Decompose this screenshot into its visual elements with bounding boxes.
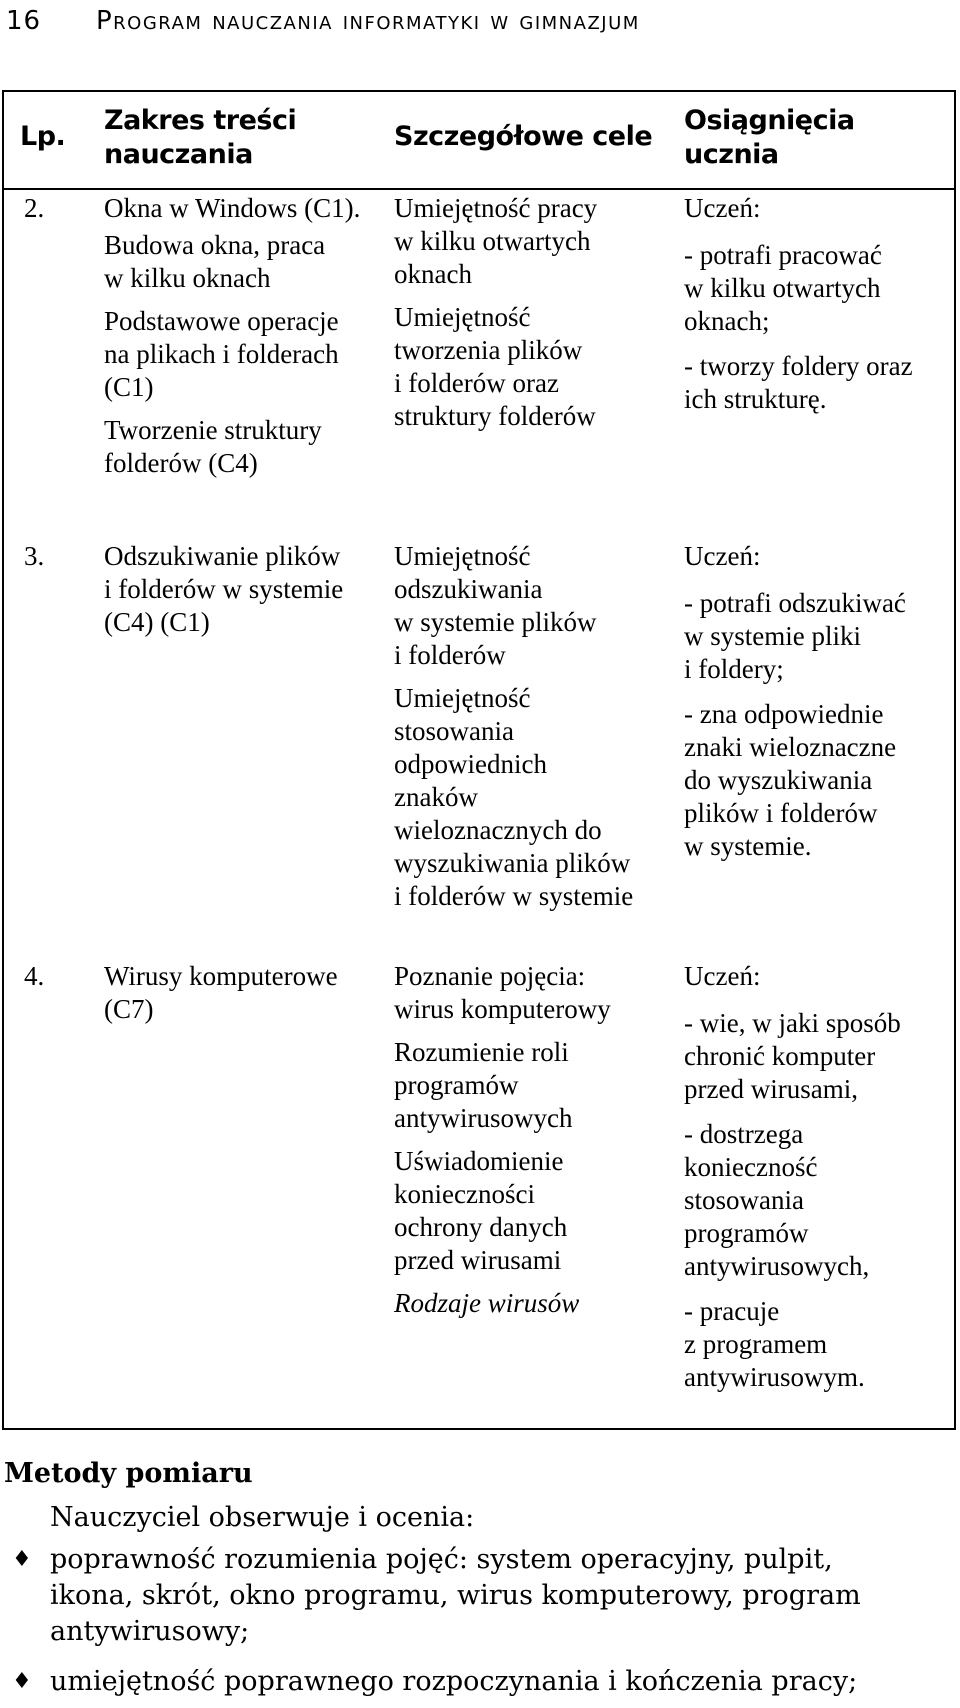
- page-header: [0, 2, 960, 46]
- row-4-cel: Rozumienie roli programów antywirusowych: [394, 1037, 573, 1133]
- row-2-zakres-line: Tworzenie struktury folderów (C4): [104, 415, 322, 478]
- row-4-cel: Uświadomienie konieczności ochrony danych przed wirusami: [394, 1146, 568, 1275]
- methods-bullet-text: poprawność rozumienia pojęć: system operacyjny, pulpit, ikona, skrót, okno programu, wirus komputerowy, program antywirusowy;: [50, 1544, 861, 1647]
- row-4-cel: Poznanie pojęcia: wirus komputerowy: [394, 961, 611, 1024]
- row-3-cel: Umiejętność odszukiwania w systemie plików i folderów: [394, 541, 597, 670]
- diamond-bullet-icon: ♦: [12, 1547, 32, 1572]
- row-4-zakres-line: Wirusy komputerowe (C7): [104, 961, 338, 1024]
- row-3-osiagniecie: Uczeń:: [684, 541, 761, 571]
- header-cele: Szczegółowe cele: [394, 121, 653, 152]
- row-3-osiagniecia: [684, 540, 954, 875]
- row-2-osiagniecie: Uczeń:: [684, 193, 761, 223]
- row-4-osiagniecie: - pracuje z programem antywirusowym.: [684, 1296, 865, 1392]
- row-2-zakres-line: Okna w Windows (C1).: [104, 193, 361, 223]
- methods-intro: Nauczyciel obserwuje i ocenia:: [50, 1502, 475, 1533]
- row-4-lp: 4.: [24, 961, 45, 991]
- row-2-zakres-line: Podstawowe operacje na plikach i folderach (C1): [104, 306, 339, 402]
- header-osiagniecia: Osiągnięcia ucznia: [684, 105, 855, 170]
- running-title: Program nauczania informatyki w gimnazjum: [96, 6, 640, 36]
- row-3-osiagniecie: - potrafi odszukiwać w systemie pliki i foldery;: [684, 588, 906, 684]
- row-3-cel: Umiejętność stosowania odpowiednich znaków wieloznacznych do wyszukiwania plików i folderów w systemie: [394, 683, 634, 911]
- row-3-zakres: [104, 540, 374, 649]
- diamond-bullet-icon: ♦: [12, 1669, 32, 1694]
- header-lp: Lp.: [20, 121, 66, 152]
- row-3-osiagniecie: - zna odpowiednie znaki wieloznaczne do wyszukiwania plików i folderów w systemie.: [684, 699, 897, 861]
- row-4-cele: [394, 960, 669, 1330]
- row-2-osiagniecie: - potrafi pracować w kilku otwartych oknach;: [684, 240, 882, 336]
- row-3-cele: [394, 540, 669, 923]
- methods-bullet-text: umiejętność poprawnego rozpoczynania i kończenia pracy;: [50, 1666, 858, 1697]
- table-header-row: [4, 92, 954, 190]
- row-4-osiagniecia: [684, 960, 954, 1406]
- row-4-osiagniecie: - wie, w jaki sposób chronić komputer przed wirusami,: [684, 1008, 901, 1104]
- row-2-osiagniecie: - tworzy foldery oraz ich strukturę.: [684, 351, 913, 414]
- row-3-lp: 3.: [24, 541, 45, 571]
- row-2-cel: Umiejętność pracy w kilku otwartych oknach: [394, 193, 598, 289]
- header-zakres: Zakres treści nauczania: [104, 105, 297, 170]
- methods-title: Metody pomiaru: [4, 1458, 253, 1489]
- row-2-cele: [394, 192, 669, 443]
- page-number: 16: [6, 6, 42, 36]
- row-4-osiagniecie: Uczeń:: [684, 961, 761, 991]
- row-2-osiagniecia: [684, 192, 954, 428]
- row-2-lp: 2.: [24, 193, 45, 223]
- curriculum-table: [2, 90, 956, 1430]
- row-2-zakres: [104, 192, 374, 490]
- row-4-zakres: [104, 960, 374, 1036]
- row-3-zakres-line: Odszukiwanie plików i folderów w systemie (C4) (C1): [104, 541, 344, 637]
- row-4-osiagniecie: - dostrzega konieczność stosowania programów antywirusowych,: [684, 1119, 870, 1281]
- row-2-cel: Umiejętność tworzenia plików i folderów oraz struktury folderów: [394, 302, 596, 431]
- row-4-cel-italic: Rodzaje wirusów: [394, 1288, 580, 1318]
- row-2-zakres-line: Budowa okna, praca w kilku oknach: [104, 230, 326, 293]
